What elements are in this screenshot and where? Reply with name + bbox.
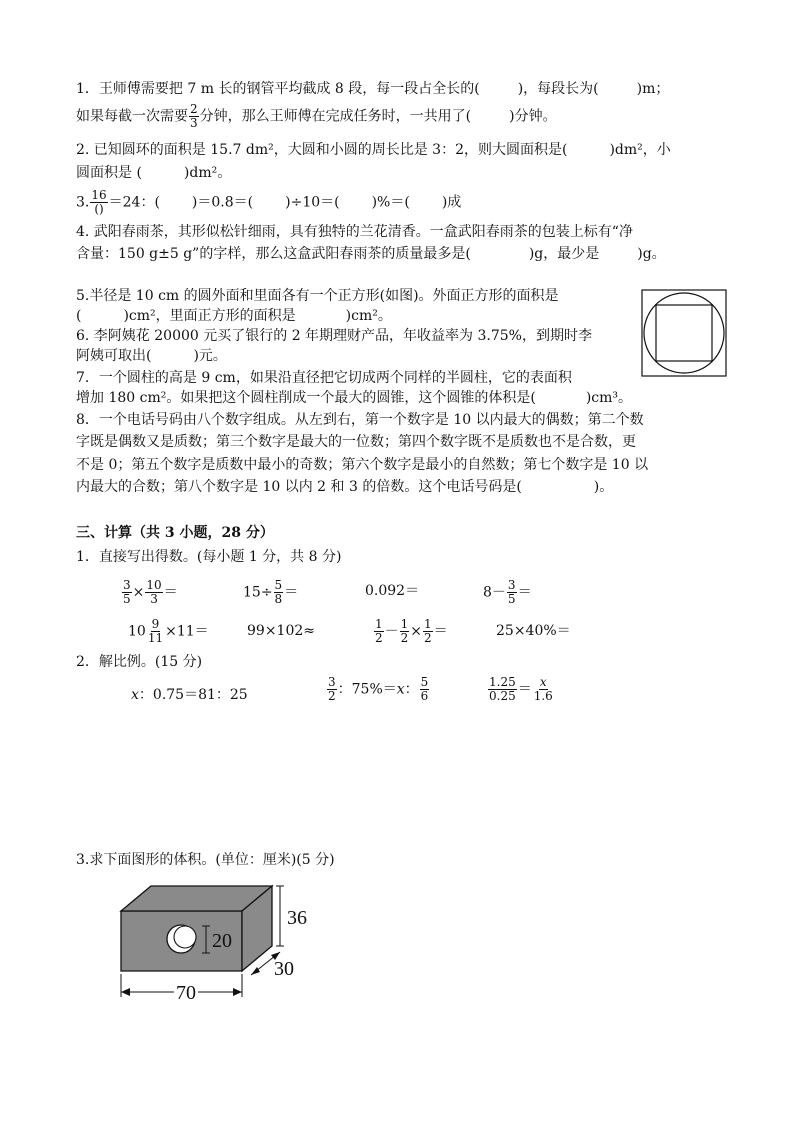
- fraction: $\frac{10}{3}$: [146, 578, 162, 606]
- calc-1: $\frac{3}{5}$ × $\frac{10}{3}$ ＝: [123, 578, 178, 606]
- fraction: $\frac{5}{6}$: [420, 675, 429, 703]
- q8-line2: 字既是偶数又是质数；第三个数字是最大的一位数；第四个数字既不是质数也不是合数，更: [76, 434, 636, 450]
- proportion-2: $\frac{3}{2}$ ：75%＝x： $\frac{5}{6}$: [328, 675, 429, 703]
- q5-line1: 5.半径是 10 cm 的圆外面和里面各有一个正方形(如图)。外面正方形的面积是: [76, 288, 559, 304]
- fraction: $\frac{1.25}{0.25}$: [489, 675, 516, 703]
- q8-line1: 8．一个电话号码由八个数字组成。从左到右，第一个数字是 10 以内最大的偶数；第二个数: [76, 412, 644, 428]
- circle-square-figure: [641, 289, 727, 377]
- q4-line2: 含量：150 g±5 g”的字样，那么这盒武阳春雨茶的质量最多是( )g，最少是 )g。: [76, 246, 666, 262]
- depth-label: 30: [274, 958, 294, 980]
- calc-4: 8－ $\frac{3}{5}$ ＝: [483, 578, 532, 606]
- q2-line1: 2. 已知圆环的面积是 15.7 dm²，大圆和小圆的周长比是 3：2，则大圆面积是( )dm²，小: [76, 142, 671, 158]
- hole-inner: [174, 926, 196, 948]
- calc-5: 10 $\frac{9}{11}$ ×11＝: [128, 617, 209, 645]
- subsection-1-title: 1．直接写出得数。(每小题 1 分，共 8 分): [76, 549, 342, 565]
- q6-line1: 6. 李阿姨花 20000 元买了银行的 2 年期理财产品，年收益率为 3.75%，到期时李: [76, 328, 592, 344]
- fraction: $\frac{3}{5}$: [123, 578, 131, 606]
- q1-line1: 1．王师傅需要把 7 m 长的钢管平均截成 8 段，每一段占全长的( )，每段长为( )m；: [76, 81, 670, 97]
- outer-square: [642, 290, 726, 376]
- calc-2: 15÷ $\frac{5}{8}$ ＝: [243, 578, 299, 606]
- arrow-head: [121, 988, 130, 996]
- fraction: $\frac{9}{11}$: [147, 617, 164, 645]
- hole-diameter-label: 20: [212, 930, 232, 952]
- fraction: $\frac{3}{2}$: [328, 675, 336, 703]
- fraction: $\frac{1}{2}$: [400, 617, 409, 645]
- fraction: $\frac{3}{5}$: [507, 578, 516, 606]
- width-label: 70: [176, 982, 196, 1004]
- q7-line1: 7．一个圆柱的高是 9 cm，如果沿直径把它切成两个同样的半圆柱，它的表面积: [76, 370, 572, 386]
- fraction: $\frac{16}{()}$: [91, 188, 107, 216]
- fraction: $\frac{5}{8}$: [274, 578, 283, 606]
- box-figure: [110, 884, 310, 1002]
- q2-line2: 圆面积是 ( )dm²。: [76, 165, 232, 181]
- fraction: $\frac{x}{1.6}$: [533, 675, 553, 703]
- arrow-head: [233, 988, 242, 996]
- q4-line1: 4. 武阳春雨茶，其形似松针细雨，具有独特的兰花清香。一盒武阳春雨茶的包装上标有“净: [76, 224, 633, 240]
- calc-3: 0.092＝: [365, 583, 420, 599]
- inner-square: [656, 305, 712, 361]
- q3-line: 3. $\frac{16}{()}$ ＝24：( )＝0.8＝( )÷10＝( )%＝( )成: [76, 188, 462, 216]
- height-label: 36: [287, 907, 307, 929]
- calc-8: 25×40%＝: [496, 623, 571, 639]
- calc-7: $\frac{1}{2}$ － $\frac{1}{2}$ × $\frac{1}{2}$ ＝: [375, 617, 448, 645]
- q8-line4: 内最大的合数；第八个数字是 10 以内 2 和 3 的倍数。这个电话号码是( )。: [76, 479, 614, 495]
- proportion-3: $\frac{1.25}{0.25}$ ＝ $\frac{x}{1.6}$: [489, 675, 553, 703]
- q5-line2: ( )cm²，里面正方形的面积是 )cm²。: [76, 308, 392, 324]
- fraction: $\frac{1}{2}$: [424, 617, 432, 645]
- proportion-1: x：0.75＝81：25: [131, 687, 248, 703]
- subsection-2-title: 2．解比例。(15 分): [76, 654, 203, 670]
- calc-6: 99×102≈: [247, 623, 315, 639]
- q6-line2: 阿姨可取出( )元。: [76, 348, 227, 364]
- q8-line3: 不是 0；第五个数字是质数中最小的奇数；第六个数字是最小的自然数；第七个数字是 10 以: [76, 457, 649, 473]
- q1-line2: 如果每截一次需要 $\frac{2}{3}$ 分钟，那么王师傅在完成任务时，一共用了( )分钟。: [76, 102, 557, 130]
- section-title: 三、计算（共 3 小题，28 分）: [76, 525, 274, 541]
- q7-line2: 增加 180 cm²。如果把这个圆柱削成一个最大的圆锥，这个圆锥的体积是( )cm³。: [76, 390, 633, 406]
- fraction: $\frac{1}{2}$: [375, 617, 383, 645]
- subsection-3-title: 3.求下面图形的体积。(单位：厘米)(5 分): [76, 852, 335, 868]
- fraction: $\frac{2}{3}$: [190, 102, 198, 130]
- arrow-head: [251, 967, 260, 975]
